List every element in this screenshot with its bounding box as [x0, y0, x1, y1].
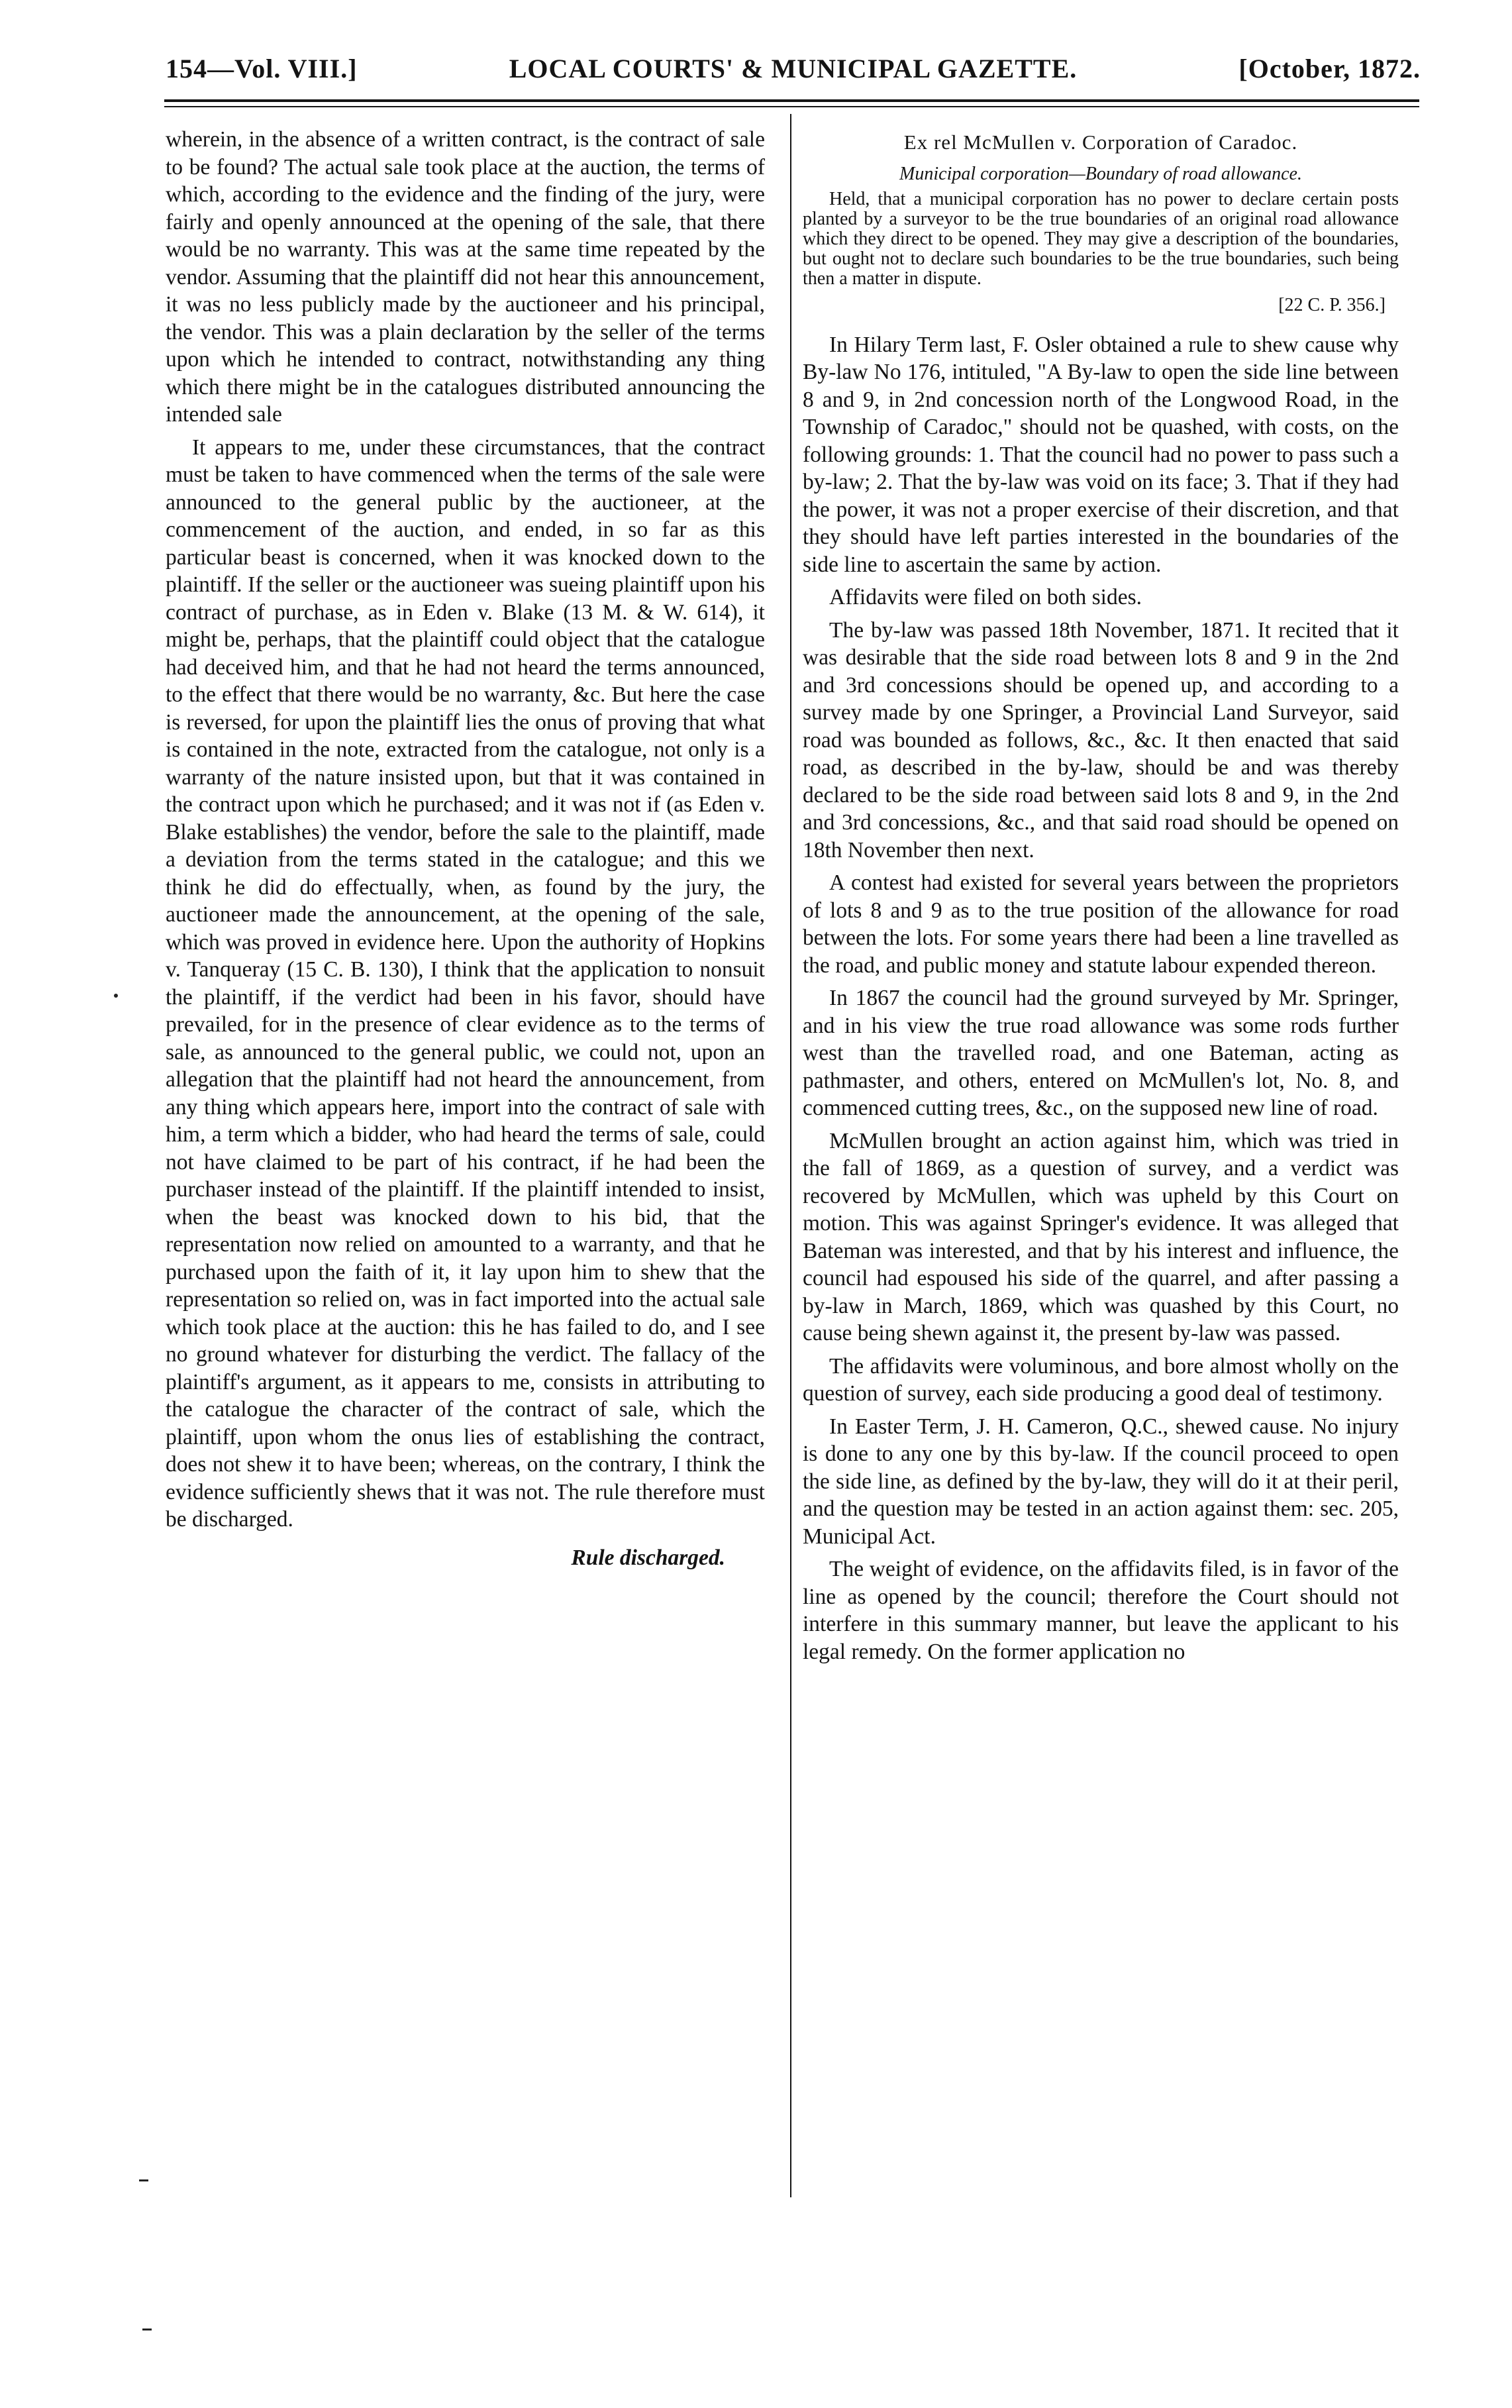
paragraph: The affidavits were voluminous, and bore almost wholly on the question of survey, each side producing a good deal of testimony. [803, 1353, 1399, 1406]
judgment-signoff: Rule discharged. [571, 1545, 725, 1570]
case-citation: [22 C. P. 356.] [1278, 294, 1386, 315]
header-rule-thin [164, 106, 1419, 107]
print-speck [114, 994, 118, 998]
paragraph: Affidavits were filed on both sides. [829, 585, 1142, 609]
paragraph: A contest had existed for several years between the proprietors of lots 8 and 9 as to the true position of the allowance for road between the lots. For some years there had been a line travelled as the road, and public money and statute labour expended thereon. [803, 870, 1399, 978]
paragraph: wherein, in the absence of a written contract, is the contract of sale to be found? The actual sale took place at the auction, the terms of which, according to the evidence and the finding of the jury, were fairly and openly announced at the opening of the sale, that there would be no warranty. This was at the same time repeated by the vendor. Assuming that the plaintiff did not hear this announcement, it was no less publicly made by the auctioneer and his principal, the vendor. This was a plain declaration by the seller of the terms upon which he intended to contract, notwithstanding any thing which there might be in the catalogues distributed announcing the intended sale [166, 127, 765, 427]
case-subject: Municipal corporation—Boundary of road allowance. [899, 163, 1302, 184]
publication-title: LOCAL COURTS' & MUNICIPAL GAZETTE. [509, 54, 1078, 83]
paragraph: The weight of evidence, on the affidavits filed, is in favor of the line as opened by the council; therefore the Court should not interfere in this summary manner, but leave the applicant to his legal remedy. On the former application no [803, 1557, 1399, 1664]
page-volume: 154—Vol. VIII.] [166, 54, 358, 83]
right-column [803, 126, 1399, 1671]
print-speck [142, 2329, 152, 2330]
column-divider [790, 114, 791, 2197]
issue-date: [October, 1872. [1238, 54, 1421, 83]
paragraph: In Hilary Term last, F. Osler obtained a rule to shew cause why By-law No 176, intituled, "A By-law to open the side line between 8 and 9, in 2nd concession north of the Longwood Road, in the Township of Caradoc," should not be quashed, with costs, on the following grounds: 1. That the council had no power to pass such a by-law; 2. That the by-law was void on its face; 3. That if they had the power, it was not a proper exercise of their discretion, and that they should have left parties interested in the boundaries of the side line to ascertain the same by action. [803, 332, 1399, 577]
page-header [166, 53, 1421, 99]
paragraph: The by-law was passed 18th November, 1871. It recited that it was desirable that the side road between lots 8 and 9 in the 2nd and 3rd concessions should be opened up, and according to a survey made by one Springer, a Provincial Land Surveyor, said road was bounded as follows, &c., &c. It then enacted that said road, as described in the by-law, should be and was thereby declared to be the side road between said lots 8 and 9, in the 2nd and 3rd concessions, &c., and that said road should be opened on 18th November then next. [803, 617, 1399, 863]
headnote: Held, that a municipal corporation has no power to declare certain posts planted by a surveyor to be the true boundaries of an original road allowance which they direct to be opened. They may give a description of the boundaries, but ought not to declare such boundaries to be the true boundaries, such being then a matter in dispute. [803, 188, 1399, 289]
header-rule [164, 99, 1419, 102]
left-column [166, 126, 765, 1571]
case-title: Ex rel McMullen v. Corporation of Caradoc. [903, 131, 1298, 154]
paragraph: McMullen brought an action against him, which was tried in the fall of 1869, as a question of survey, and a verdict was recovered by McMullen, which was upheld by this Court on motion. This was against Springer's evidence. It was alleged that Bateman was interested, and that by his interest and influence, the council had espoused his side of the quarrel, and after passing a by-law in March, 1869, which was quashed by this Court, no cause being shewn against it, the present by-law was passed. [803, 1128, 1399, 1345]
paragraph: In 1867 the council had the ground surveyed by Mr. Springer, and in his view the true road allowance was some rods further west than the travelled road, and one Bateman, acting as pathmaster, and others, entered on McMullen's lot, No. 8, and commenced cutting trees, &c., on the supposed new line of road. [803, 986, 1399, 1120]
print-speck [139, 2179, 148, 2181]
paragraph: In Easter Term, J. H. Cameron, Q.C., shewed cause. No injury is done to any one by this by-law. If the council proceed to open the side line, as defined by the by-law, they will do it at their peril, and the question may be tested in an action against them: sec. 205, Municipal Act. [803, 1414, 1399, 1549]
paragraph: It appears to me, under these circumstances, that the contract must be taken to have commenced when the terms of the sale were announced to the general public by the auctioneer, at the commencement of the auction, and ended, in so far as this particular beast is concerned, when it was knocked down to the plaintiff. If the seller or the auctioneer was sueing plaintiff upon his contract of purchase, as in Eden v. Blake (13 M. & W. 614), it might be, perhaps, that the plaintiff could object that the catalogue had deceived him, and that he had not heard the terms announced, to the effect that there would be no warranty, &c. But here the case is reversed, for upon the plaintiff lies the onus of proving that what is contained in the note, extracted from the catalogue, not only is a warranty of the nature insisted upon, but that it was contained in the contract upon which he purchased; and it was not if (as Eden v. Blake establishes) the vendor, before the sale to the plaintiff, made a deviation from the terms stated in the catalogue; and this we think he did do effectually, when, as found by the jury, the auctioneer made the announcement, at the opening of the sale, which was proved in evidence here. Upon the authority of Hopkins v. Tanqueray (15 C. B. 130), I think that the application to nonsuit the plaintiff, if the verdict had been in his favor, should have prevailed, for in the presence of clear evidence as to the terms of sale, as announced to the general public, we could not, upon an allegation that the plaintiff had not heard the announcement, from any thing which appears here, import into the contract of sale with him, a term which a bidder, who had heard the terms of sale, could not have claimed to be part of his contract, if he had been the purchaser instead of the plaintiff. If the plaintiff intended to insist, when the beast was knocked down to his bid, that the representation now relied on amounted to a warranty, and that he purchased upon the faith of it, it lay upon him to shew that the representation so relied on, was in fact imported into the actual sale which took place at the auction: this he has failed to do, and I see no ground whatever for disturbing the verdict. The fallacy of the plaintiff's argument, as it appears to me, consists in attributing to the catalogue the character of the contract of sale, which the plaintiff, upon whom the onus lies of establishing the contract, does not shew it to have been; whereas, on the contrary, I think the evidence sufficiently shews that it was not. The rule therefore must be discharged. [166, 435, 765, 1532]
